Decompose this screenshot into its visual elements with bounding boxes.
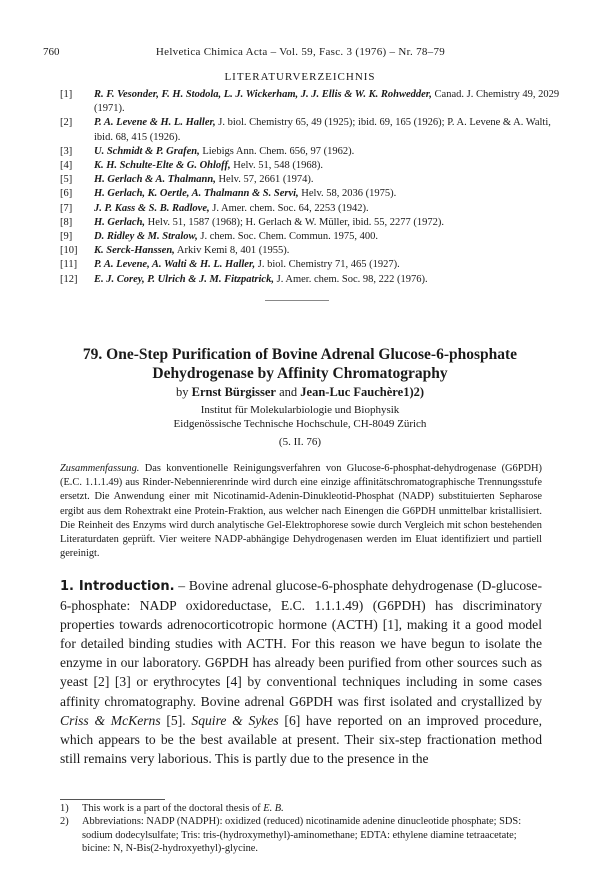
footnote (60, 802, 542, 815)
reference-authors: U. Schmidt & P. Grafen, (94, 145, 200, 157)
reference-number: [10] (60, 245, 78, 257)
section-divider (265, 300, 329, 301)
body-text: [6] have reported on an improved procedure, which appears to be the best available at present. Their six-step fractionation method still remains very laborious. This is partly due to the presence in the (60, 712, 543, 766)
reference-item (60, 187, 560, 201)
reference-item (60, 273, 560, 287)
reference-number: [3] (60, 145, 73, 157)
introduction-paragraph (60, 576, 542, 768)
reference-source: Arkiv Kemi 8, 401 (1955). (174, 245, 290, 257)
reference-source: Helv. 51, 1587 (1968); H. Gerlach & W. Müller, ibid. 55, 2277 (1972). (145, 216, 445, 228)
reference-source: J. Amer. chem. Soc. 98, 222 (1976). (273, 273, 428, 285)
by-word: by (175, 385, 189, 399)
reference-number: [9] (60, 231, 73, 243)
body-text: [5]. (160, 712, 192, 728)
affiliation-line: Institut für Molekularbiologie und Biophysik (200, 404, 400, 416)
reference-item (60, 202, 560, 216)
abstract-label: Zusammenfassung. (60, 463, 140, 474)
and-word: and (279, 385, 298, 399)
author-byline (0, 385, 600, 400)
reference-source: J. chem. Soc. Chem. Commun. 1975, 400. (197, 231, 378, 243)
footnote-mark: 2) (60, 816, 69, 828)
reference-item (60, 145, 560, 159)
reference-authors: J. P. Kass & S. B. Radlove, (94, 202, 210, 214)
reference-item (60, 173, 560, 187)
affiliation (0, 403, 600, 431)
author-footnote-marks: 1)2) (403, 385, 425, 399)
reference-number: [7] (60, 202, 73, 214)
cited-authors: Criss & McKerns (60, 712, 161, 728)
journal-line: Helvetica Chimica Acta – Vol. 59, Fasc. 3 (1976) – Nr. 78–79 (155, 46, 446, 58)
reference-list (60, 88, 560, 287)
reference-number: [6] (60, 188, 73, 200)
author-name: Jean-Luc Fauchère (300, 385, 404, 399)
reference-number: [5] (60, 174, 73, 186)
author-name: Ernst Bürgisser (191, 385, 276, 399)
references-title: LITERATURVERZEICHNIS (224, 71, 376, 83)
footnote-text: This work is a part of the doctoral thesis of (82, 803, 264, 814)
abstract-text: Das konventionelle Reinigungsverfahren von Glucose-6-phosphat-dehydrogenase (G6PDH) (E.C. 1.1.1.49) aus Rinder-Nebennierenrinde wird durch eine einzige affinitätschromatographische Trennungsstufe ersetzt. Die Anwendung einer mit Nicotinamid-Adenin-Dinukleotid-Phosphat (NADP) substituierten Sepharose ergibt aus dem Rohextrakt eine Protein-Fraktion, aus welcher nach Einengen die G6PDH unmittelbar kristallisiert. Die Reinheit des Enzyms wird durch analytische Gel-Elektrophorese sowie durch Vergleich mit schon bestehenden Literaturdaten geprüft. Vier weitere NADP-abhängige Dehydrogenasen werden im Eluat identifiziert und partiell gereinigt. (60, 463, 542, 560)
footnote-initials: E. B. (263, 803, 284, 814)
reference-source: Liebigs Ann. Chem. 656, 97 (1962). (199, 145, 355, 157)
footnote-mark: 1) (60, 803, 69, 814)
reference-authors: P. A. Levene, A. Walti & H. L. Haller, (94, 259, 256, 271)
reference-source: Helv. 58, 2036 (1975). (298, 188, 397, 200)
reference-item (60, 216, 560, 230)
reference-number: [11] (60, 259, 78, 271)
running-header (43, 46, 558, 62)
reference-item (60, 230, 560, 244)
section-heading: 1. Introduction. (60, 579, 175, 594)
reference-authors: H. Gerlach & A. Thalmann, (94, 174, 216, 186)
reference-source: Canad. J. Chemistry 49, 2029 (1971). (94, 89, 560, 115)
footnotes (60, 802, 542, 856)
reference-authors: D. Ridley & M. Stralow, (94, 231, 198, 243)
reference-source: J. biol. Chemistry 65, 49 (1925); ibid. 69, 165 (1926); P. A. Levene & A. Walti, ibid. 68, 415 (1926). (94, 117, 551, 143)
reference-source: Helv. 51, 548 (1968). (230, 160, 323, 172)
reference-number: [12] (60, 273, 78, 285)
reference-authors: E. J. Corey, P. Ulrich & J. M. Fitzpatrick, (94, 273, 274, 285)
page-number: 760 (43, 46, 60, 58)
reference-source: J. biol. Chemistry 71, 465 (1927). (255, 259, 400, 271)
reference-authors: P. A. Levene & H. L. Haller, (94, 117, 216, 129)
reference-number: [1] (60, 89, 73, 100)
reference-source: Helv. 57, 2661 (1974). (215, 174, 314, 186)
reference-source: J. Amer. chem. Soc. 64, 2253 (1942). (209, 202, 369, 214)
reference-item (60, 244, 560, 258)
reference-item (60, 159, 560, 173)
article-title: 79. One-Step Purification of Bovine Adrenal Glucose-6-phosphate Dehydrogenase by Affinity Chromatography (82, 346, 518, 382)
body-text: – Bovine adrenal glucose-6-phosphate dehydrogenase (D-glucose-6-phosphate: NADP oxidoreductase, E.C. 1.1.1.49) (G6PDH) has discriminatory properties towards adrenocorticotropic hormone (ACTH) [1], making it a good model for detailed binding studies with ACTH. For this reason we have begun to isolate the enzyme in our laboratory. G6PDH has already been purified from other sources such as yeast [2] [3] or erythrocytes [4] by conventional techniques including in some cases affinity chromatography. Bovine adrenal G6PDH was first isolated and crystallized by (60, 578, 542, 709)
footnote-rule (60, 799, 165, 800)
abstract (60, 462, 542, 561)
reference-authors: H. Gerlach, K. Oertle, A. Thalmann & S. Servi, (94, 188, 299, 200)
reference-authors: K. H. Schulte-Elte & G. Ohloff, (94, 160, 231, 172)
reference-number: [2] (60, 117, 73, 129)
affiliation-line: Eidgenössische Technische Hochschule, CH-8049 Zürich (173, 418, 427, 430)
reference-number: [8] (60, 216, 73, 228)
reference-item (60, 258, 560, 272)
reference-number: [4] (60, 160, 73, 172)
reference-authors: K. Serck-Hanssen, (94, 245, 175, 257)
reference-authors: H. Gerlach, (94, 216, 146, 228)
footnote (60, 815, 542, 855)
reference-authors: R. F. Vesonder, F. H. Stodola, L. J. Wickerham, J. J. Ellis & W. K. Rohwedder, (94, 89, 432, 100)
reference-item (60, 116, 560, 144)
footnote-text: Abbreviations: NADP (NADPH): oxidized (reduced) nicotinamide adenine dinucleotide phosphate; SDS: sodium dodecylsulfate; Tris: tris-(hydroxymethyl)-aminomethane; EDTA: ethylene diamine tetraacetate; bicine: N, N-Bis(2-hydroxyethyl)-glycine. (82, 816, 522, 855)
reference-item (60, 88, 560, 116)
received-date: (5. II. 76) (278, 436, 322, 448)
cited-authors: Squire & Sykes (191, 712, 279, 728)
